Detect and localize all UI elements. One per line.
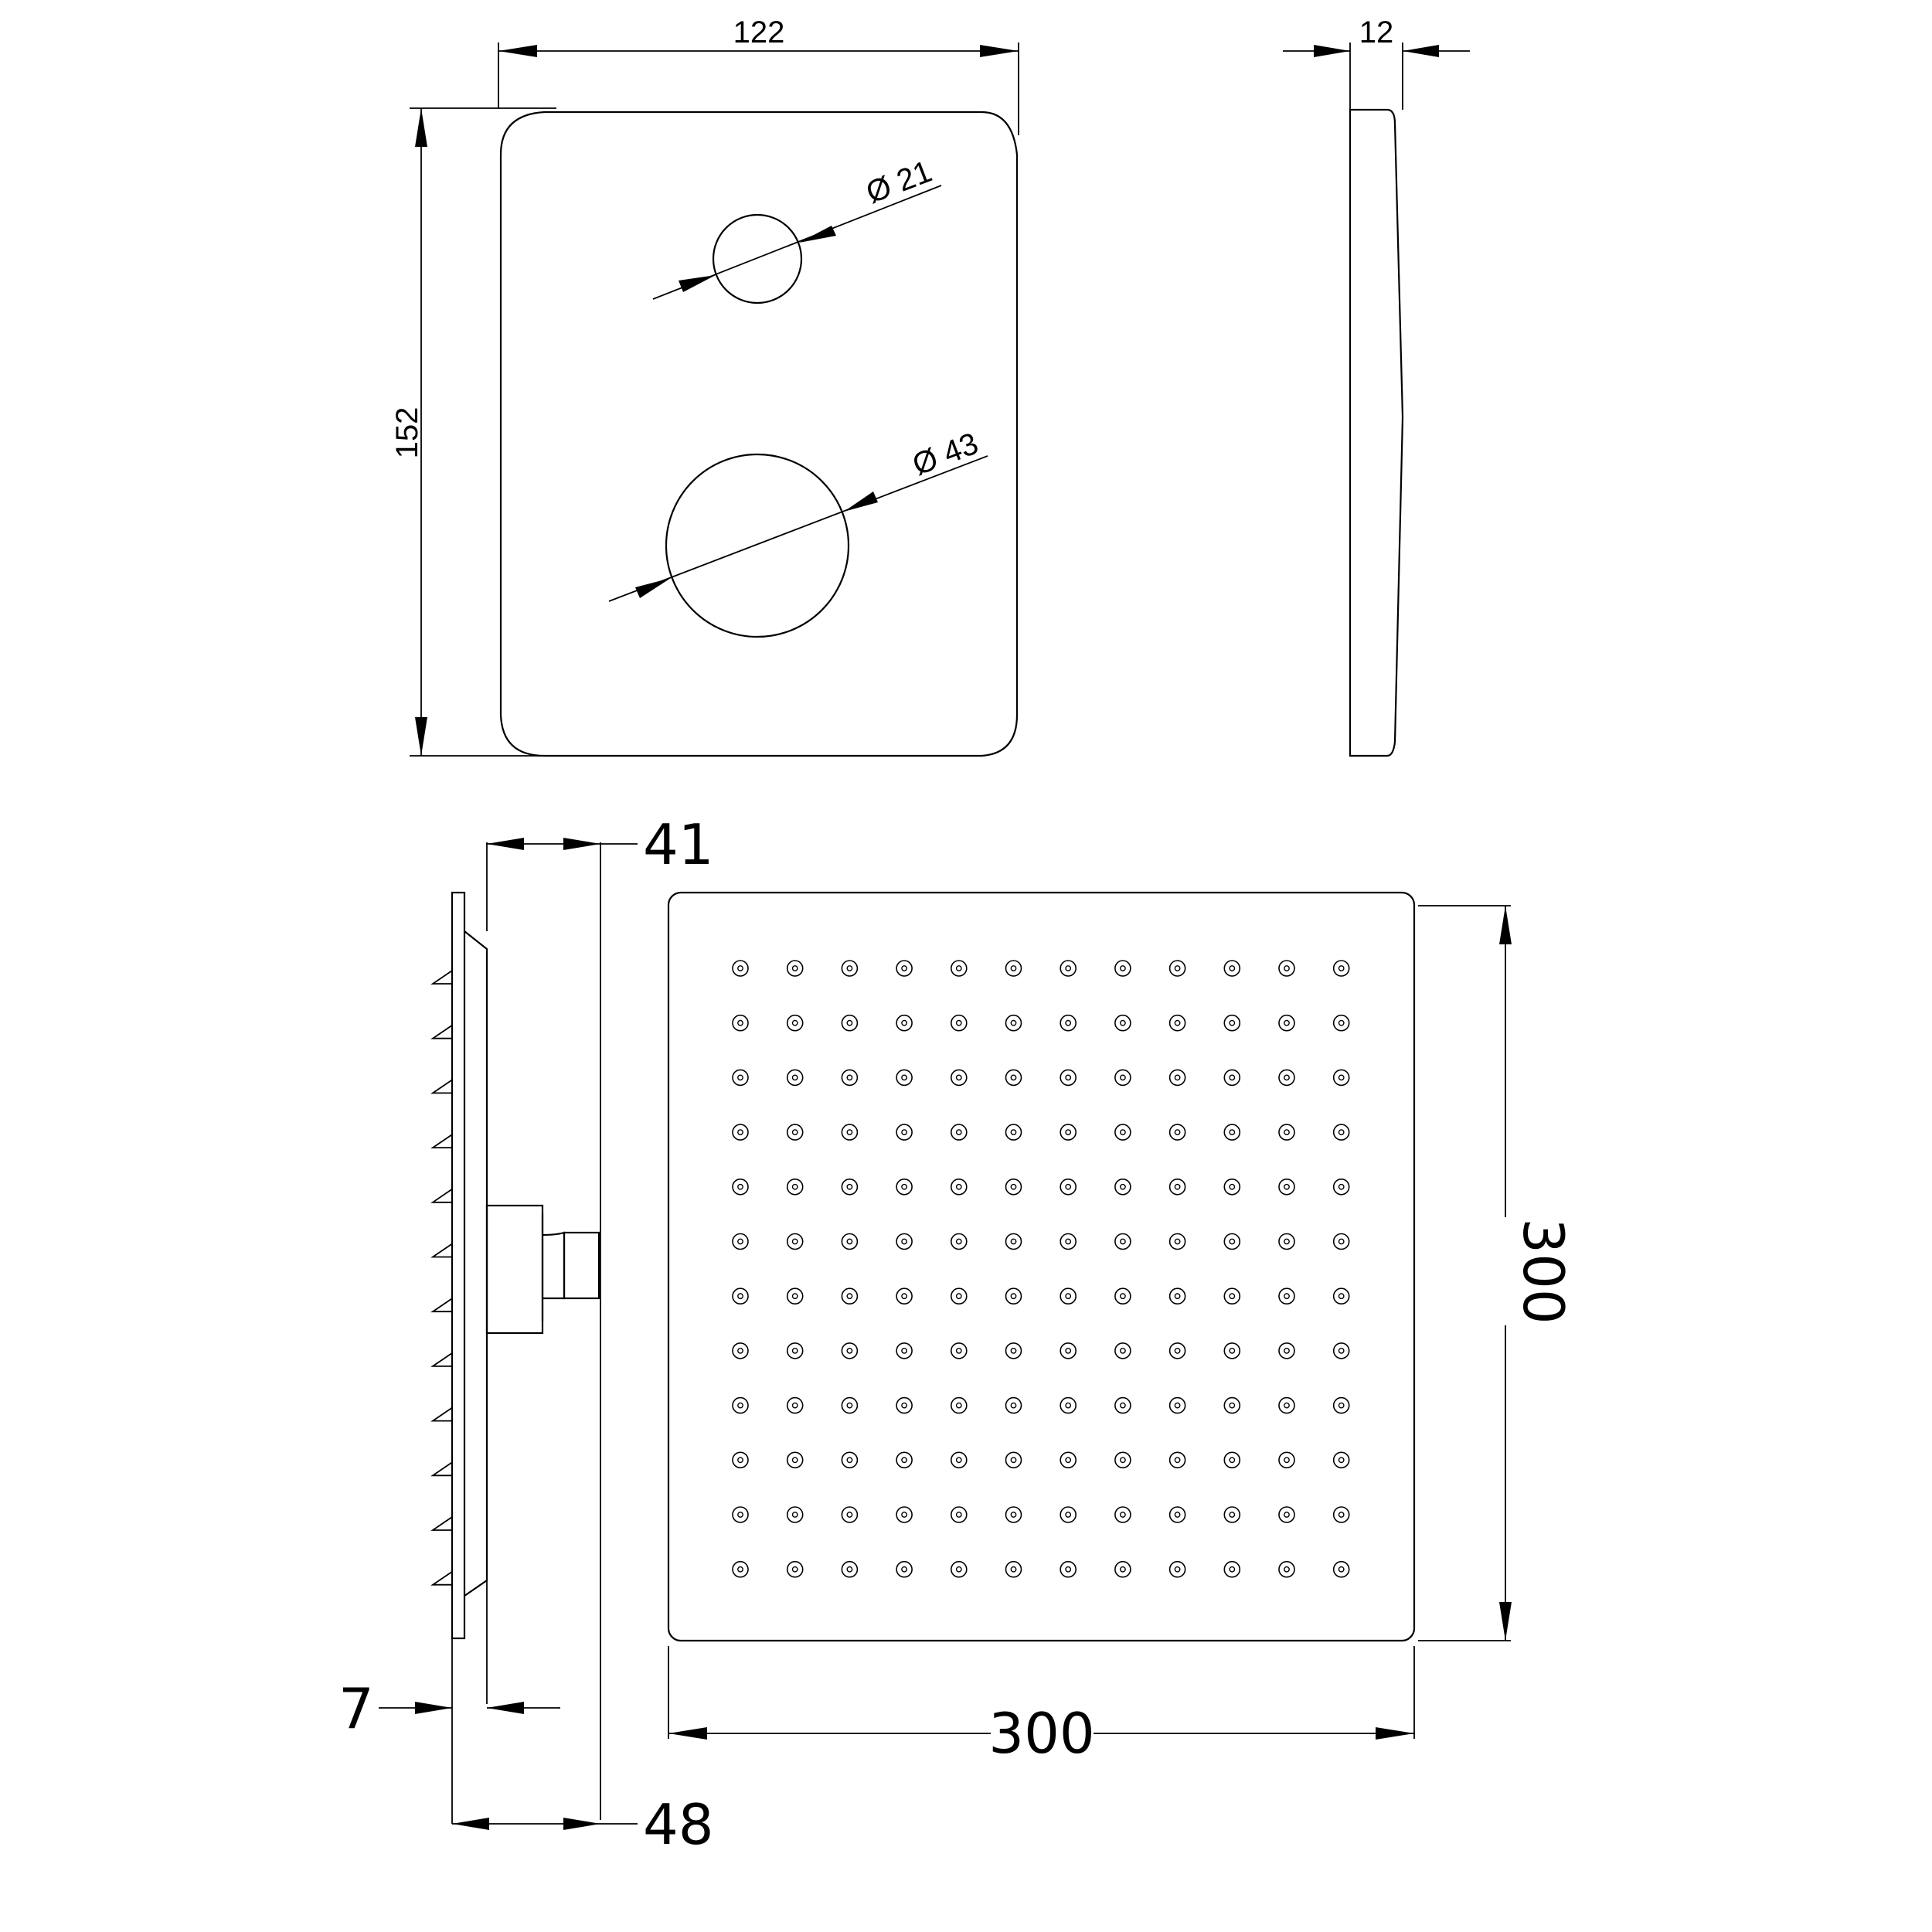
nozzle bbox=[1170, 1015, 1185, 1031]
nozzle bbox=[1224, 1343, 1240, 1359]
nozzle bbox=[1060, 1234, 1076, 1250]
nozzle bbox=[1170, 1179, 1185, 1195]
nozzle bbox=[1006, 1288, 1022, 1304]
nozzle-profile bbox=[433, 1353, 452, 1366]
nozzle bbox=[1170, 1288, 1185, 1304]
nozzle bbox=[787, 1343, 803, 1359]
nozzle bbox=[1224, 1562, 1240, 1577]
nozzle bbox=[951, 1398, 967, 1413]
nozzle bbox=[1224, 1288, 1240, 1304]
nozzle bbox=[1334, 1562, 1349, 1577]
nozzle bbox=[1170, 1234, 1185, 1250]
nozzle bbox=[1170, 1562, 1185, 1577]
nozzle bbox=[787, 1179, 803, 1195]
nozzle bbox=[842, 1562, 857, 1577]
shower-head-front-view bbox=[668, 893, 1576, 1766]
nozzle bbox=[1334, 961, 1349, 976]
dim-plate-depth-label: 12 bbox=[1359, 15, 1394, 49]
dim-head-thickness-label: 7 bbox=[338, 1676, 374, 1741]
nozzle bbox=[733, 1507, 748, 1522]
nozzle bbox=[1060, 1452, 1076, 1468]
nozzle bbox=[1060, 1070, 1076, 1085]
nozzle bbox=[896, 1562, 912, 1577]
dim-head-width-label: 300 bbox=[988, 1701, 1095, 1766]
nozzle bbox=[1170, 1343, 1185, 1359]
nozzle bbox=[1224, 1179, 1240, 1195]
nozzle bbox=[733, 1070, 748, 1085]
nozzle bbox=[1115, 1343, 1131, 1359]
nozzle bbox=[1006, 1452, 1022, 1468]
arm-neck bbox=[543, 1213, 564, 1321]
nozzle bbox=[1334, 1179, 1349, 1195]
nozzle bbox=[1279, 1070, 1294, 1085]
nozzle bbox=[733, 1015, 748, 1031]
dim-head-height-label: 300 bbox=[1511, 1218, 1576, 1325]
nozzle bbox=[842, 1234, 857, 1250]
nozzle bbox=[1060, 1124, 1076, 1140]
nozzle bbox=[1006, 1070, 1022, 1085]
nozzle bbox=[951, 1234, 967, 1250]
nozzle bbox=[787, 1288, 803, 1304]
nozzle bbox=[733, 1124, 748, 1140]
nozzle bbox=[842, 1288, 857, 1304]
nozzle bbox=[842, 1015, 857, 1031]
nozzle bbox=[1006, 1015, 1022, 1031]
dim-head-thickness bbox=[338, 1580, 560, 1824]
nozzle bbox=[1170, 1452, 1185, 1468]
nozzle-grid bbox=[733, 961, 1349, 1577]
nozzle bbox=[1115, 961, 1131, 976]
nozzle bbox=[1006, 1179, 1022, 1195]
nozzle bbox=[1279, 1507, 1294, 1522]
nozzle bbox=[1115, 1562, 1131, 1577]
nozzle bbox=[951, 1015, 967, 1031]
nozzle bbox=[1224, 1234, 1240, 1250]
nozzle bbox=[1224, 1507, 1240, 1522]
small-hole bbox=[713, 215, 801, 303]
nozzle bbox=[787, 1234, 803, 1250]
nozzle bbox=[1115, 1234, 1131, 1250]
nozzle bbox=[1060, 1015, 1076, 1031]
nozzle bbox=[1279, 1234, 1294, 1250]
nozzle bbox=[787, 1507, 803, 1522]
nozzle bbox=[842, 1507, 857, 1522]
nozzle bbox=[1224, 1124, 1240, 1140]
nozzle bbox=[842, 1124, 857, 1140]
nozzle bbox=[733, 1234, 748, 1250]
wall-plate-side-outline bbox=[1350, 110, 1403, 756]
nozzle bbox=[787, 1070, 803, 1085]
nozzle bbox=[733, 1452, 748, 1468]
dim-plate-width bbox=[498, 15, 1019, 135]
nozzle bbox=[896, 961, 912, 976]
nozzle bbox=[1334, 1124, 1349, 1140]
wall-plate-side-view bbox=[1283, 15, 1470, 756]
dim-arm-length-label: 41 bbox=[643, 812, 714, 877]
dim-head-height bbox=[1418, 906, 1576, 1641]
nozzle bbox=[1170, 1398, 1185, 1413]
nozzle bbox=[1115, 1179, 1131, 1195]
nozzle bbox=[1006, 1562, 1022, 1577]
nozzle bbox=[1006, 961, 1022, 976]
nozzle bbox=[787, 1452, 803, 1468]
nozzle bbox=[1334, 1015, 1349, 1031]
nozzle bbox=[733, 1562, 748, 1577]
nozzle bbox=[1115, 1507, 1131, 1522]
large-hole bbox=[666, 454, 849, 637]
nozzle bbox=[842, 1343, 857, 1359]
nozzle bbox=[896, 1507, 912, 1522]
nozzle bbox=[1334, 1288, 1349, 1304]
nozzle bbox=[1334, 1398, 1349, 1413]
nozzle-profile bbox=[433, 1244, 452, 1257]
wall-plate-front-view bbox=[390, 15, 1019, 756]
nozzle bbox=[1279, 1562, 1294, 1577]
dim-arm-length bbox=[487, 812, 714, 1820]
nozzle bbox=[1006, 1234, 1022, 1250]
nozzle bbox=[1279, 1015, 1294, 1031]
dim-plate-width-label: 122 bbox=[733, 15, 785, 49]
dim-large-hole bbox=[609, 427, 988, 601]
dim-plate-height bbox=[390, 108, 556, 756]
nozzle bbox=[1060, 961, 1076, 976]
nozzle bbox=[951, 1070, 967, 1085]
nozzle bbox=[1060, 1343, 1076, 1359]
nozzle bbox=[1279, 1288, 1294, 1304]
nozzle bbox=[787, 1124, 803, 1140]
nozzle bbox=[896, 1015, 912, 1031]
dim-head-width bbox=[668, 1646, 1414, 1766]
nozzle bbox=[733, 1398, 748, 1413]
dim-plate-height-label: 152 bbox=[390, 406, 424, 459]
nozzle-profile bbox=[433, 1298, 452, 1311]
nozzle bbox=[1224, 961, 1240, 976]
nozzle bbox=[733, 1288, 748, 1304]
nozzle bbox=[951, 1124, 967, 1140]
nozzle bbox=[1060, 1562, 1076, 1577]
nozzle bbox=[1170, 1124, 1185, 1140]
nozzle bbox=[1115, 1452, 1131, 1468]
nozzle-profile bbox=[433, 1189, 452, 1202]
arm-end bbox=[564, 1233, 599, 1298]
nozzle bbox=[896, 1288, 912, 1304]
nozzle bbox=[1334, 1507, 1349, 1522]
dim-total-depth bbox=[452, 1792, 714, 1857]
nozzle bbox=[1279, 961, 1294, 976]
nozzle bbox=[951, 1452, 967, 1468]
nozzle bbox=[1334, 1234, 1349, 1250]
arm-connector bbox=[487, 1206, 543, 1333]
nozzle bbox=[1334, 1343, 1349, 1359]
nozzle-profile bbox=[433, 1572, 452, 1585]
nozzle bbox=[733, 961, 748, 976]
nozzle bbox=[1224, 1015, 1240, 1031]
nozzle bbox=[1224, 1070, 1240, 1085]
nozzle bbox=[1279, 1343, 1294, 1359]
head-plate-profile bbox=[452, 893, 464, 1638]
nozzle-profile bbox=[433, 1134, 452, 1148]
nozzle bbox=[1006, 1343, 1022, 1359]
nozzle bbox=[951, 1343, 967, 1359]
nozzle bbox=[1224, 1398, 1240, 1413]
nozzle bbox=[1279, 1124, 1294, 1140]
nozzle bbox=[1334, 1452, 1349, 1468]
nozzle-profile bbox=[433, 1026, 452, 1039]
nozzle bbox=[1060, 1398, 1076, 1413]
nozzle-profile bbox=[433, 1462, 452, 1475]
nozzle bbox=[842, 961, 857, 976]
nozzle bbox=[896, 1179, 912, 1195]
nozzle-profile bbox=[433, 1408, 452, 1421]
nozzle bbox=[1279, 1452, 1294, 1468]
nozzle-profile bbox=[433, 1517, 452, 1530]
nozzle bbox=[1115, 1124, 1131, 1140]
nozzle bbox=[1334, 1070, 1349, 1085]
nozzle bbox=[1279, 1179, 1294, 1195]
wall-plate-outline bbox=[501, 112, 1017, 756]
nozzle bbox=[951, 1288, 967, 1304]
nozzle bbox=[842, 1070, 857, 1085]
shower-head-face bbox=[668, 893, 1414, 1641]
nozzle-profile bbox=[433, 1080, 452, 1093]
nozzle bbox=[842, 1452, 857, 1468]
nozzle bbox=[1006, 1507, 1022, 1522]
nozzle bbox=[896, 1452, 912, 1468]
nozzle bbox=[951, 1507, 967, 1522]
nozzle bbox=[787, 1015, 803, 1031]
nozzle bbox=[1170, 961, 1185, 976]
nozzle bbox=[1115, 1015, 1131, 1031]
nozzle bbox=[787, 1562, 803, 1577]
dim-small-hole-label: Ø 21 bbox=[861, 154, 937, 210]
nozzle bbox=[1006, 1124, 1022, 1140]
nozzle bbox=[842, 1398, 857, 1413]
nozzle bbox=[733, 1343, 748, 1359]
nozzle bbox=[1224, 1452, 1240, 1468]
nozzle bbox=[842, 1179, 857, 1195]
nozzle bbox=[1170, 1507, 1185, 1522]
nozzle bbox=[896, 1124, 912, 1140]
nozzle bbox=[1115, 1288, 1131, 1304]
nozzle bbox=[1060, 1507, 1076, 1522]
nozzle bbox=[896, 1070, 912, 1085]
nozzle bbox=[896, 1343, 912, 1359]
nozzle bbox=[1170, 1070, 1185, 1085]
nozzle bbox=[896, 1398, 912, 1413]
dim-plate-depth bbox=[1283, 15, 1470, 110]
nozzle bbox=[951, 1179, 967, 1195]
nozzle-profiles bbox=[433, 971, 452, 1585]
nozzle bbox=[951, 1562, 967, 1577]
nozzle bbox=[1060, 1288, 1076, 1304]
nozzle bbox=[1115, 1398, 1131, 1413]
dim-total-depth-label: 48 bbox=[643, 1792, 714, 1857]
nozzle bbox=[1115, 1070, 1131, 1085]
nozzle bbox=[1060, 1179, 1076, 1195]
nozzle bbox=[787, 1398, 803, 1413]
nozzle bbox=[1279, 1398, 1294, 1413]
nozzle bbox=[1006, 1398, 1022, 1413]
nozzle bbox=[896, 1234, 912, 1250]
nozzle-profile bbox=[433, 971, 452, 984]
nozzle bbox=[951, 961, 967, 976]
nozzle bbox=[787, 961, 803, 976]
nozzle bbox=[733, 1179, 748, 1195]
dim-large-hole-label: Ø 43 bbox=[907, 426, 983, 482]
shower-head-side-view bbox=[338, 812, 714, 1857]
